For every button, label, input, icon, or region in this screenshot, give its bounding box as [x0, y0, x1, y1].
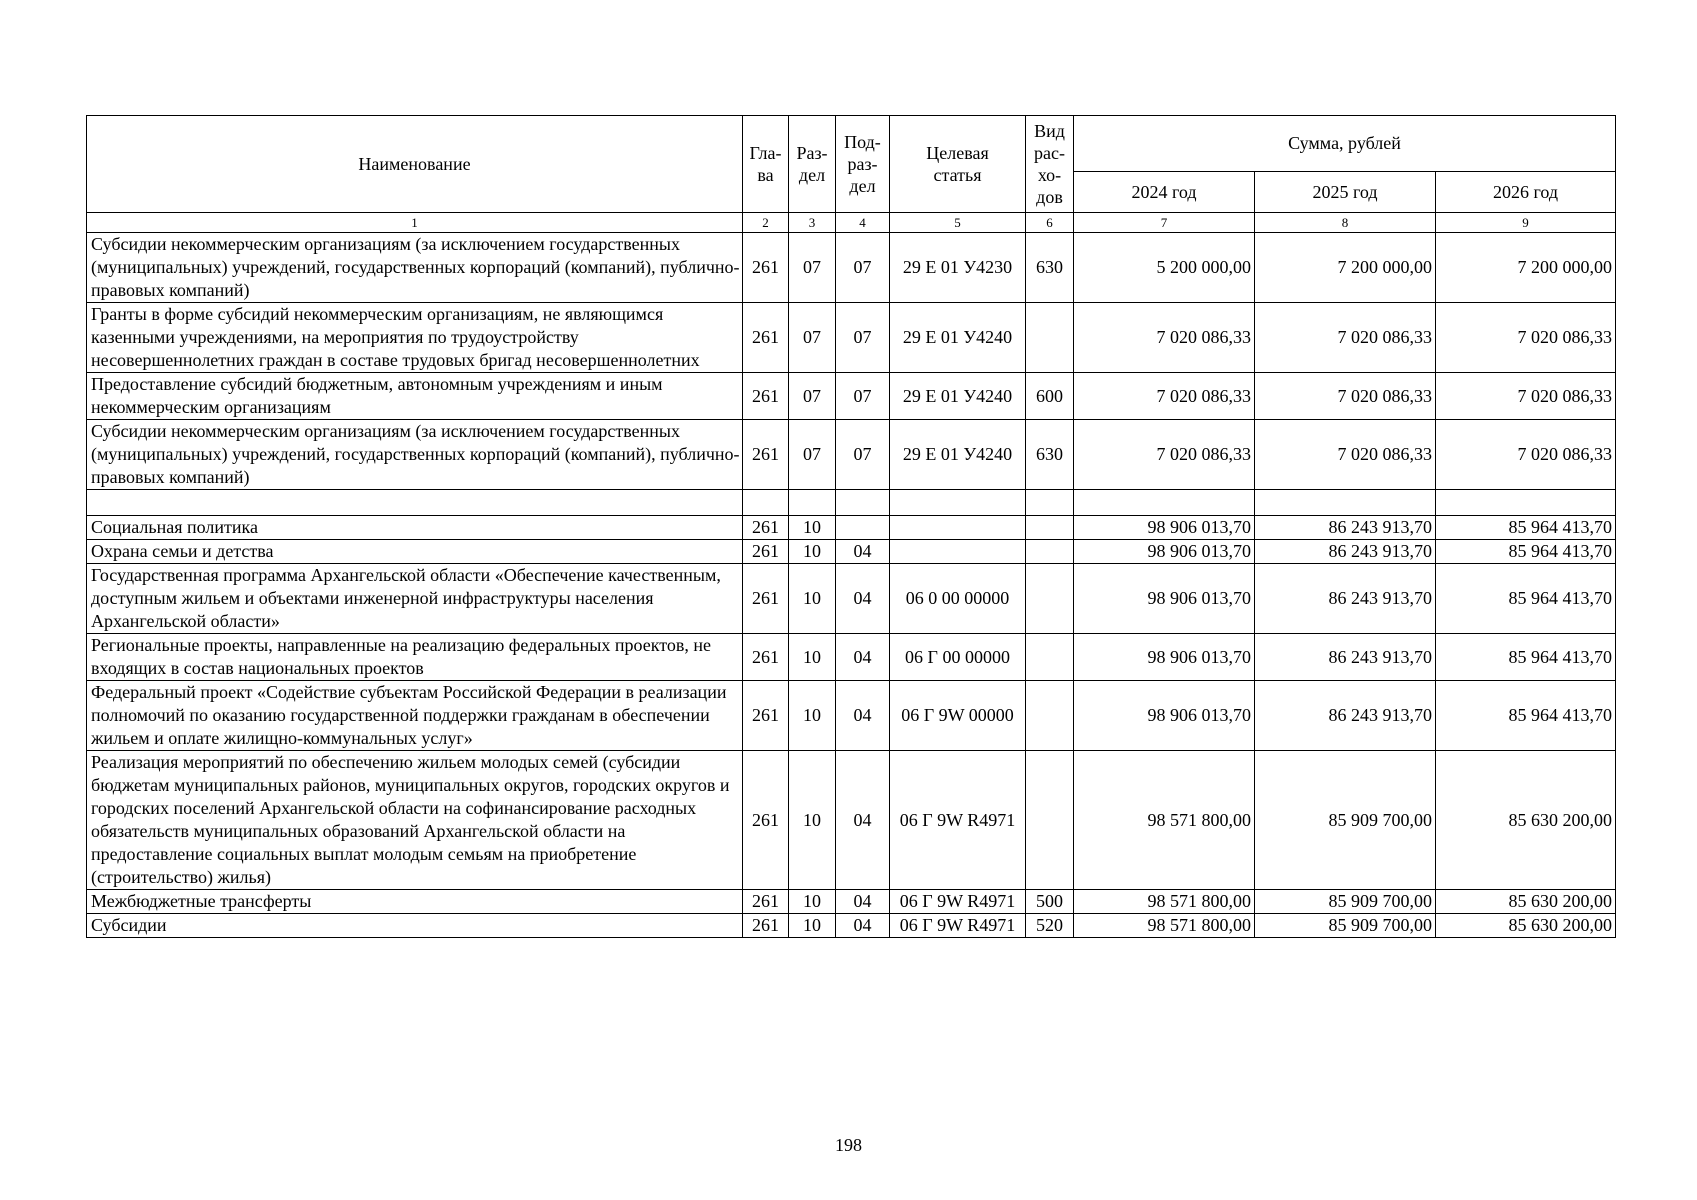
row-article: 29 Е 01 У4240 — [890, 303, 1026, 373]
row-name: Государственная программа Архангельской области «Обеспечение качественным, доступным жильем и объектами инженерной инфраструктуры населения Архангельской области» — [87, 564, 743, 634]
row-sum-2024: 7 020 086,33 — [1074, 373, 1255, 420]
column-number: 1 — [87, 213, 743, 233]
column-number: 8 — [1255, 213, 1436, 233]
header-article-text: Целевая статья — [926, 143, 989, 185]
table-row — [87, 303, 1616, 373]
header-year-2025: 2025 год — [1255, 172, 1436, 213]
row-subsection: 04 — [836, 540, 890, 564]
row-subsection: 07 — [836, 373, 890, 420]
row-chapter: 261 — [743, 564, 789, 634]
row-section: 10 — [789, 564, 836, 634]
row-expense-type — [1026, 516, 1074, 540]
row-chapter: 261 — [743, 420, 789, 490]
row-sum-2026: 7 020 086,33 — [1436, 303, 1616, 373]
row-subsection: 07 — [836, 233, 890, 303]
row-section: 10 — [789, 914, 836, 938]
row-sum-2024 — [1074, 490, 1255, 516]
row-section: 10 — [789, 751, 836, 890]
header-chapter — [743, 116, 789, 213]
table-row — [87, 516, 1616, 540]
row-expense-type — [1026, 564, 1074, 634]
row-section: 10 — [789, 634, 836, 681]
column-number: 6 — [1026, 213, 1074, 233]
row-name: Федеральный проект «Содействие субъектам Российской Федерации в реализации полномочий по оказанию государственной поддержки гражданам в обеспечении жильем и оплате жилищно-коммунальных услуг» — [87, 681, 743, 751]
row-article — [890, 516, 1026, 540]
row-sum-2025: 85 909 700,00 — [1255, 751, 1436, 890]
row-sum-2025: 7 020 086,33 — [1255, 373, 1436, 420]
row-sum-2025: 86 243 913,70 — [1255, 634, 1436, 681]
row-subsection: 04 — [836, 681, 890, 751]
row-sum-2026: 85 964 413,70 — [1436, 516, 1616, 540]
row-sum-2024: 98 906 013,70 — [1074, 564, 1255, 634]
row-section: 10 — [789, 516, 836, 540]
table-row — [87, 233, 1616, 303]
table-row — [87, 540, 1616, 564]
table-header — [87, 116, 1616, 233]
row-sum-2025: 86 243 913,70 — [1255, 564, 1436, 634]
row-sum-2025: 7 020 086,33 — [1255, 420, 1436, 490]
row-chapter: 261 — [743, 516, 789, 540]
row-expense-type: 630 — [1026, 420, 1074, 490]
row-subsection: 04 — [836, 914, 890, 938]
row-subsection: 04 — [836, 890, 890, 914]
row-name: Гранты в форме субсидий некоммерческим организациям, не являющимся казенными учреждениями, на мероприятия по трудоустройству несовершеннолетних граждан в составе трудовых бригад несовершеннолетних — [87, 303, 743, 373]
row-name: Региональные проекты, направленные на реализацию федеральных проектов, не входящих в состав национальных проектов — [87, 634, 743, 681]
row-sum-2026: 85 964 413,70 — [1436, 634, 1616, 681]
header-article — [890, 116, 1026, 213]
row-chapter: 261 — [743, 233, 789, 303]
column-number: 4 — [836, 213, 890, 233]
row-article: 29 Е 01 У4240 — [890, 420, 1026, 490]
row-sum-2024: 98 906 013,70 — [1074, 681, 1255, 751]
row-chapter: 261 — [743, 303, 789, 373]
table-body — [87, 233, 1616, 938]
row-sum-2026: 85 964 413,70 — [1436, 564, 1616, 634]
row-section: 07 — [789, 373, 836, 420]
row-article: 06 0 00 00000 — [890, 564, 1026, 634]
row-section: 07 — [789, 303, 836, 373]
header-sum: Сумма, рублей — [1074, 116, 1616, 172]
header-section-text: Раз- дел — [796, 143, 828, 185]
row-name: Социальная политика — [87, 516, 743, 540]
row-sum-2026: 7 020 086,33 — [1436, 373, 1616, 420]
row-section: 10 — [789, 681, 836, 751]
row-name — [87, 490, 743, 516]
row-section: 07 — [789, 233, 836, 303]
table-row — [87, 914, 1616, 938]
row-sum-2026: 7 020 086,33 — [1436, 420, 1616, 490]
row-section: 10 — [789, 890, 836, 914]
row-expense-type: 500 — [1026, 890, 1074, 914]
row-subsection — [836, 490, 890, 516]
page-number: 198 — [835, 1135, 862, 1155]
row-sum-2024: 98 571 800,00 — [1074, 751, 1255, 890]
row-sum-2024: 98 571 800,00 — [1074, 890, 1255, 914]
column-number-row — [87, 213, 1616, 233]
table-row — [87, 564, 1616, 634]
row-sum-2026: 85 964 413,70 — [1436, 540, 1616, 564]
row-article: 29 Е 01 У4240 — [890, 373, 1026, 420]
header-name: Наименование — [87, 116, 743, 213]
row-sum-2025: 7 200 000,00 — [1255, 233, 1436, 303]
row-chapter — [743, 490, 789, 516]
row-chapter: 261 — [743, 540, 789, 564]
row-sum-2025: 86 243 913,70 — [1255, 540, 1436, 564]
row-sum-2026: 85 630 200,00 — [1436, 890, 1616, 914]
row-sum-2025: 86 243 913,70 — [1255, 516, 1436, 540]
row-sum-2025: 85 909 700,00 — [1255, 890, 1436, 914]
row-article — [890, 490, 1026, 516]
row-sum-2024: 5 200 000,00 — [1074, 233, 1255, 303]
row-subsection: 07 — [836, 420, 890, 490]
header-chapter-text: Гла- ва — [749, 143, 782, 185]
row-name: Предоставление субсидий бюджетным, автономным учреждениям и иным некоммерческим организациям — [87, 373, 743, 420]
budget-table — [86, 115, 1616, 938]
row-article — [890, 540, 1026, 564]
row-chapter: 261 — [743, 890, 789, 914]
row-sum-2024: 98 906 013,70 — [1074, 516, 1255, 540]
header-subsection-text: Под- раз- дел — [844, 132, 881, 196]
row-sum-2024: 7 020 086,33 — [1074, 303, 1255, 373]
header-year-2026: 2026 год — [1436, 172, 1616, 213]
row-article: 06 Г 9W R4971 — [890, 914, 1026, 938]
row-expense-type — [1026, 634, 1074, 681]
row-name: Субсидии некоммерческим организациям (за исключением государственных (муниципальных) учреждений, государственных корпораций (компаний), публично-правовых компаний) — [87, 233, 743, 303]
row-article: 06 Г 9W 00000 — [890, 681, 1026, 751]
row-name: Межбюджетные трансферты — [87, 890, 743, 914]
row-subsection — [836, 516, 890, 540]
row-article: 29 Е 01 У4230 — [890, 233, 1026, 303]
row-chapter: 261 — [743, 751, 789, 890]
row-sum-2026: 7 200 000,00 — [1436, 233, 1616, 303]
row-subsection: 04 — [836, 634, 890, 681]
row-sum-2025: 7 020 086,33 — [1255, 303, 1436, 373]
row-expense-type: 630 — [1026, 233, 1074, 303]
row-sum-2024: 7 020 086,33 — [1074, 420, 1255, 490]
row-sum-2025 — [1255, 490, 1436, 516]
column-number: 3 — [789, 213, 836, 233]
row-chapter: 261 — [743, 914, 789, 938]
table-row — [87, 890, 1616, 914]
table-row-empty — [87, 490, 1616, 516]
column-number: 7 — [1074, 213, 1255, 233]
table-row — [87, 751, 1616, 890]
row-chapter: 261 — [743, 373, 789, 420]
row-subsection: 07 — [836, 303, 890, 373]
row-name: Реализация мероприятий по обеспечению жильем молодых семей (субсидии бюджетам муниципальных районов, муниципальных округов, городских округов и городских поселений Архангельской области на софинансирование расходных обязательств муниципальных образований Архангельской области на предоставление социальных выплат молодым семьям на приобретение (строительство) жилья) — [87, 751, 743, 890]
header-expense-type-text: Вид рас- хо- дов — [1034, 121, 1065, 207]
row-expense-type — [1026, 490, 1074, 516]
row-name: Субсидии некоммерческим организациям (за исключением государственных (муниципальных) учреждений, государственных корпораций (компаний), публично-правовых компаний) — [87, 420, 743, 490]
row-sum-2025: 85 909 700,00 — [1255, 914, 1436, 938]
header-section — [789, 116, 836, 213]
row-expense-type: 600 — [1026, 373, 1074, 420]
row-sum-2026: 85 630 200,00 — [1436, 751, 1616, 890]
column-number: 9 — [1436, 213, 1616, 233]
row-article: 06 Г 9W R4971 — [890, 751, 1026, 890]
row-expense-type — [1026, 540, 1074, 564]
row-sum-2024: 98 906 013,70 — [1074, 634, 1255, 681]
column-number: 2 — [743, 213, 789, 233]
column-number: 5 — [890, 213, 1026, 233]
row-sum-2024: 98 906 013,70 — [1074, 540, 1255, 564]
row-section: 10 — [789, 540, 836, 564]
row-article: 06 Г 00 00000 — [890, 634, 1026, 681]
table-row — [87, 420, 1616, 490]
header-year-2024: 2024 год — [1074, 172, 1255, 213]
row-chapter: 261 — [743, 634, 789, 681]
row-subsection: 04 — [836, 564, 890, 634]
row-sum-2026: 85 630 200,00 — [1436, 914, 1616, 938]
row-subsection: 04 — [836, 751, 890, 890]
row-expense-type — [1026, 751, 1074, 890]
row-expense-type — [1026, 303, 1074, 373]
row-expense-type — [1026, 681, 1074, 751]
row-section — [789, 490, 836, 516]
table-row — [87, 634, 1616, 681]
header-subsection — [836, 116, 890, 213]
row-sum-2026 — [1436, 490, 1616, 516]
row-sum-2026: 85 964 413,70 — [1436, 681, 1616, 751]
row-expense-type: 520 — [1026, 914, 1074, 938]
row-sum-2025: 86 243 913,70 — [1255, 681, 1436, 751]
row-chapter: 261 — [743, 681, 789, 751]
row-name: Охрана семьи и детства — [87, 540, 743, 564]
row-sum-2024: 98 571 800,00 — [1074, 914, 1255, 938]
table-row — [87, 681, 1616, 751]
table-row — [87, 373, 1616, 420]
row-section: 07 — [789, 420, 836, 490]
row-name: Субсидии — [87, 914, 743, 938]
header-expense-type — [1026, 116, 1074, 213]
row-article: 06 Г 9W R4971 — [890, 890, 1026, 914]
